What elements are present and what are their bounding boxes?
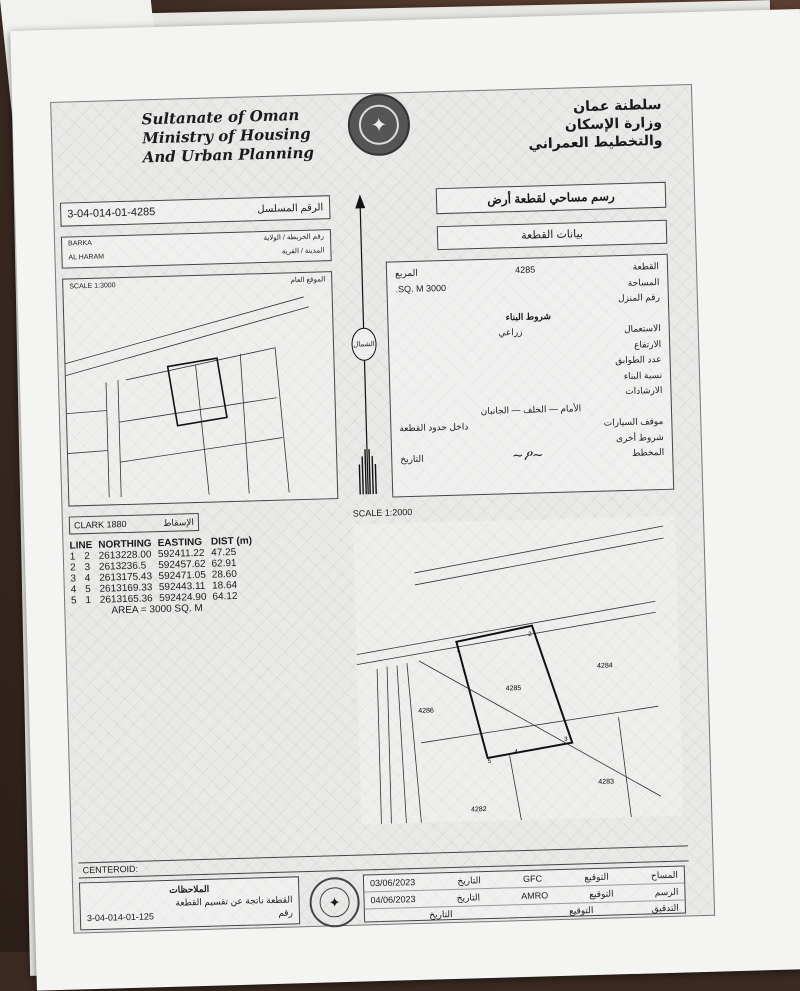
- projection-box: [69, 513, 199, 535]
- total-area: AREA = 3000 SQ. M: [111, 602, 203, 617]
- plan-label: المخطط: [631, 446, 665, 458]
- coordinates-table: [69, 535, 260, 617]
- khanjar-emblem-icon: ✦: [358, 104, 399, 145]
- block-label: المربع: [394, 267, 418, 279]
- site-location-map: [62, 271, 338, 506]
- projection-label: الإسقاط: [162, 516, 195, 528]
- plot-data-table: [386, 254, 674, 498]
- village-value: AL HARAM: [68, 252, 105, 261]
- wilaya-label: رقم الخريطة / الولاية: [263, 233, 325, 243]
- header-en-line2: Ministry of Housing: [141, 124, 311, 148]
- drafter-role: الرسم: [654, 886, 679, 897]
- table-row: 1 2 2613228.00 592411.22 47.25: [69, 546, 237, 563]
- house-number-label: رقم المنزل: [617, 291, 660, 304]
- surveyor-name: GFC: [522, 873, 543, 885]
- header-dist: DIST (m): [210, 535, 253, 548]
- table-row: 5 1 2613165.36 592424.90 64.12: [70, 590, 238, 607]
- plan-date-label: التاريخ: [400, 453, 424, 465]
- floors-label: عدد الطوابق: [615, 353, 662, 366]
- other-conditions-label: شروط أخرى: [615, 431, 664, 443]
- table-row: 3 4 2613175.43 592471.05 28.60: [70, 568, 238, 585]
- site-plot-outline: [168, 358, 227, 425]
- notes-heading: الملاحظات: [169, 883, 210, 895]
- ministry-seal: [347, 93, 411, 157]
- corner-1: 1: [456, 647, 461, 654]
- plot-number: 4285: [515, 264, 536, 276]
- main-map-scale: SCALE 1:2000: [352, 506, 413, 519]
- notes-box: [79, 876, 300, 930]
- plot-4286-label: 4286: [418, 707, 434, 715]
- signature-row-surveyor: 03/06/2023 التاريخ GFC التوقيع المساح: [364, 867, 684, 893]
- plot-4283-label: 4283: [598, 778, 615, 786]
- plot-map-drawing: [353, 516, 683, 825]
- village-label: المدينة / القرية: [281, 247, 325, 256]
- table-row: 2 3 2613236.5 592457.62 62.91: [70, 557, 237, 574]
- official-stamp: [309, 877, 360, 928]
- surveyor-role: المساح: [650, 869, 679, 880]
- parking-value: داخل حدود القطعة: [399, 421, 469, 434]
- building-conditions-label: شروط البناء: [505, 310, 552, 322]
- plot-4284-label: 4284: [597, 662, 613, 670]
- setbacks: الأمام — الخلف — الجانبان: [480, 402, 582, 416]
- auditor-role: التدقيق: [651, 902, 679, 913]
- survey-form: [50, 84, 715, 934]
- signatures-box: [363, 866, 686, 923]
- header-easting: EASTING: [157, 536, 203, 550]
- header-line: LINE: [69, 539, 93, 552]
- site-map-drawing: [64, 286, 339, 498]
- plot-label: القطعة: [632, 261, 660, 272]
- plot-4282-label: 4282: [470, 806, 487, 814]
- stamp-emblem-icon: ✦: [319, 887, 350, 918]
- wilaya-value: BARKA: [68, 239, 92, 247]
- centeroid-row: CENTEROID:: [78, 845, 688, 878]
- plot-4285-label: 4285: [505, 685, 522, 693]
- site-map-scale: SCALE 1:3000: [69, 281, 116, 290]
- serial-label: الرقم المسلسل: [257, 201, 324, 215]
- header-en-line3: And Urban Planning: [142, 143, 315, 167]
- land-use-label: الاستعمال: [623, 322, 661, 335]
- serial-number: 3-04-014-01-4285: [67, 206, 156, 221]
- area-value: 3000 SQ. M.: [395, 282, 447, 294]
- corner-4: 4: [514, 749, 518, 756]
- document-sheet: [10, 9, 800, 991]
- header-en-line1: Sultanate of Oman: [141, 105, 300, 129]
- plan-signature: ~ዖ~: [511, 447, 544, 465]
- serial-number-box: [60, 195, 331, 227]
- corner-2: 2: [528, 631, 532, 638]
- header-ar-line1: سلطنة عمان: [572, 96, 662, 116]
- site-map-label: الموقع العام: [290, 276, 326, 285]
- signature-row-drafter: 04/06/2023 التاريخ AMRO التوقيع الرسم: [364, 884, 684, 910]
- document-title: رسم مساحي لقطعة أرض: [436, 182, 667, 214]
- corner-5: 5: [487, 758, 492, 765]
- header-northing: NORTHING: [98, 538, 152, 551]
- notes-ref-label: رقم: [278, 907, 294, 918]
- land-use-value: زراعي: [498, 326, 523, 338]
- projection-value: CLARK 1880: [73, 518, 127, 531]
- header-ar-line3: والتخطيط العمراني: [528, 132, 663, 153]
- signature-row-auditor: التاريخ التوقيع التدقيق: [429, 902, 679, 920]
- north-arrow: [340, 194, 389, 505]
- drafter-name: AMRO: [520, 890, 549, 902]
- plot-data-heading: بيانات القطعة: [437, 220, 668, 250]
- drafter-date: 04/06/2023: [370, 894, 416, 906]
- area-label: المساحة: [627, 276, 660, 288]
- notes-ref-value: 3-04-014-01-125: [86, 911, 155, 924]
- guidelines-label: الارشادات: [625, 384, 663, 396]
- arabic-header: [461, 96, 662, 156]
- north-label: الشمال: [353, 340, 375, 349]
- surveyor-date: 03/06/2023: [369, 877, 416, 889]
- location-box: [61, 229, 332, 269]
- parking-label: موقف السيارات: [603, 415, 664, 428]
- notes-text: القطعة ناتجة عن تقسيم القطعة: [175, 894, 293, 908]
- english-header: [141, 105, 353, 168]
- corner-3: 3: [564, 736, 568, 743]
- height-label: الارتفاع: [633, 338, 662, 350]
- header-ar-line2: وزارة الإسكان: [564, 114, 663, 134]
- table-row: 4 5 2613169.33 592443.11 18.64: [70, 579, 238, 596]
- building-ratio-label: نسبة البناء: [623, 369, 663, 381]
- plot-map: [353, 516, 683, 825]
- north-arrow-icon: [340, 194, 389, 505]
